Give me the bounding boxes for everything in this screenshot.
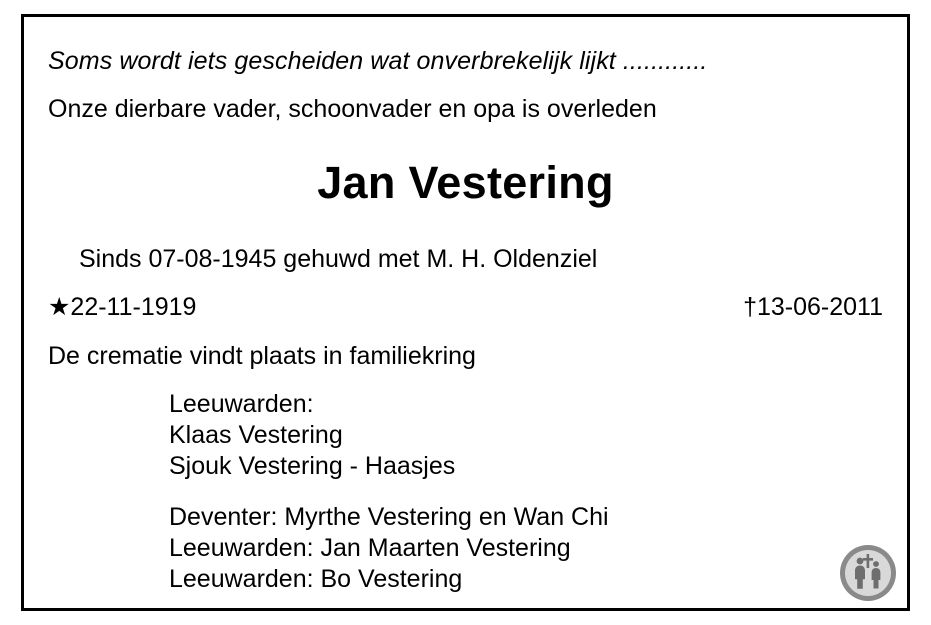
family-group (169, 389, 609, 482)
deceased-name: Jan Vestering (317, 157, 614, 208)
intro-italic-text: Soms wordt iets gescheiden wat onverbrekelijk lijkt ............ (48, 47, 708, 75)
dates-row (48, 292, 883, 322)
death-date: †13-06-2011 (743, 293, 883, 321)
marriage-line: Sinds 07-08-1945 gehuwd met M. H. Oldenziel (79, 245, 598, 273)
family-group (169, 502, 609, 595)
family-line: Klaas Vestering (169, 421, 343, 449)
family-line: Leeuwarden: Jan Maarten Vestering (169, 534, 571, 562)
cremation-note: De crematie vindt plaats in familiekring (48, 342, 476, 370)
intro-text: Onze dierbare vader, schoonvader en opa is overleden (48, 95, 657, 123)
obituary-card (21, 14, 910, 611)
memorial-logo-icon (839, 544, 897, 602)
family-line: Leeuwarden: Bo Vestering (169, 565, 463, 593)
family-line: Deventer: Myrthe Vestering en Wan Chi (169, 503, 609, 531)
birth-date: ★22-11-1919 (48, 293, 197, 321)
family-line: Sjouk Vestering - Haasjes (169, 452, 456, 480)
family-line: Leeuwarden: (169, 390, 314, 418)
obituary-content (24, 17, 907, 608)
family-list (169, 389, 609, 595)
